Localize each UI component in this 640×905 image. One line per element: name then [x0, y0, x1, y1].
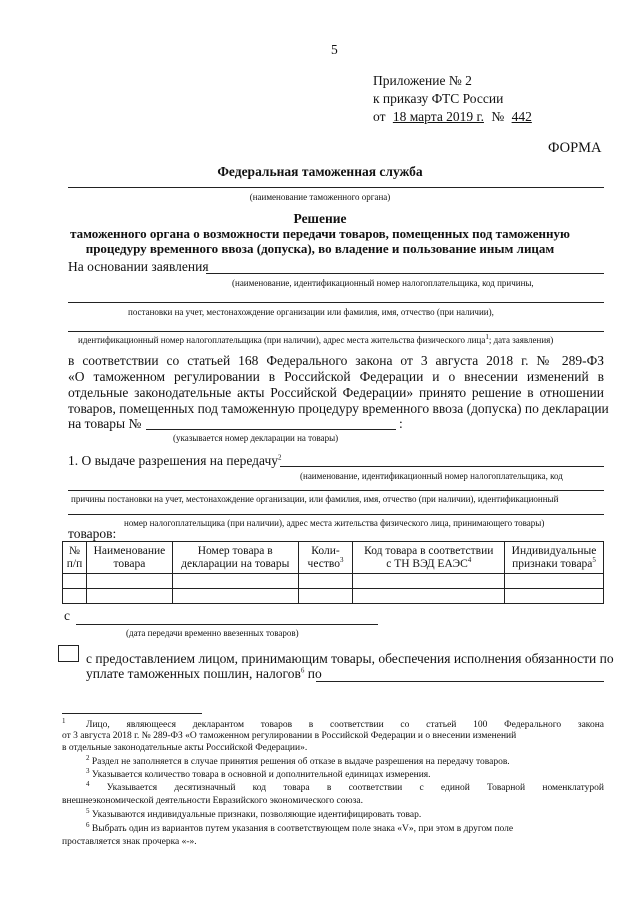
agency-name: Федеральная таможенная служба [217, 164, 423, 179]
appendix-number-label: № [491, 109, 505, 124]
option-line-1: с предоставлением лицом, принимающим товары, обеспечения исполнения обязанности по [86, 651, 614, 666]
footnote-6-line-1 [86, 820, 514, 834]
goods-label: товаров: [68, 526, 117, 541]
header-cell-name: Наименование товара [86, 542, 172, 574]
item1-caption-3: номер налогоплательщика (при наличии), адрес места жительства физического лица, принимающего товары) [124, 518, 545, 528]
appendix-line2: к приказу ФТС России [373, 91, 504, 106]
declaration-caption: (указывается номер декларации на товары) [173, 433, 339, 443]
footnote-4-line-2: внешнеэкономической деятельности Евразийского экономического союза. [62, 796, 363, 806]
footnote-4-line-1 [86, 779, 605, 793]
agency-line [68, 187, 604, 188]
basis-line-3 [68, 331, 604, 332]
table-cell[interactable] [353, 589, 505, 604]
footnote-2 [86, 753, 510, 767]
table-cell[interactable] [63, 574, 87, 589]
goods-table-header [63, 542, 604, 574]
appendix-number: 442 [511, 109, 532, 124]
footnote-1-number: 1 [62, 716, 66, 725]
footnote-3-number: 3 [86, 766, 90, 775]
from-label: с [64, 608, 70, 623]
footnote-1-line-1 [62, 716, 604, 730]
table-row [63, 574, 604, 589]
footnote-2-text: Раздел не заполняется в случае принятия решения об отказе в выдаче разрешения на передачу товаров. [91, 757, 510, 767]
table-cell[interactable] [86, 589, 172, 604]
table-cell[interactable] [172, 574, 298, 589]
appendix-date: 18 марта 2019 г. [392, 109, 484, 124]
form-label: ФОРМА [548, 140, 602, 156]
appendix-line3 [373, 109, 548, 125]
document-subtitle-1: таможенного органа о возможности передачи товаров, помещенных под таможенную [70, 226, 570, 241]
header-cell-code: Код товара в соответствии с ТН ВЭД ЕАЭС$^4$ [353, 542, 505, 574]
declaration-label: на товары № [68, 416, 142, 431]
header-cell-features: Индивидуальные признаки товара$^5$ [505, 542, 604, 574]
footnote-1-line-3: в отдельные законодательные акты Российской Федерации». [62, 743, 308, 753]
option-line-2-tail: по [304, 666, 322, 681]
footnote-1-line-2: от 3 августа 2018 г. № 289-ФЗ «О таможенном регулировании в Российской Федерации и о внесении изменений [62, 731, 517, 741]
footnote-1-text-1: Лицо, являющееся декларантом товаров в соответствии со статьей 100 Федерального закона [86, 720, 604, 730]
option-line-2-text: уплате таможенных пошлин, налогов [86, 666, 301, 681]
body-line-3: отдельные законодательные акты Российской Федерации» принято решение в отношении [68, 385, 604, 400]
footnote-3-text: Указывается количество товара в основной и дополнительной единицах измерения. [91, 770, 431, 780]
table-cell[interactable] [298, 574, 353, 589]
footnote-4-number: 4 [86, 779, 90, 788]
item1-label-text: 1. О выдаче разрешения на передачу [68, 453, 279, 468]
body-line-2: «О таможенном регулировании в Российской Федерации и о внесении изменений в [68, 369, 604, 384]
basis-caption-3-text: идентификационный номер налогоплательщика (при наличии), адрес места жительства физического лица [78, 335, 486, 345]
footnote-ref-2: 2 [278, 453, 282, 462]
option-checkbox[interactable] [58, 645, 79, 662]
from-date-line[interactable] [76, 624, 378, 625]
basis-caption-3 [78, 335, 553, 345]
document-title: Решение [293, 211, 347, 226]
footnote-4-text-1: Указывается десятизначный код товара в соответствии с единой Товарной номенклатурой [106, 783, 605, 793]
option-line-field[interactable] [316, 681, 604, 682]
footnote-5-number: 5 [86, 806, 90, 815]
agency-caption: (наименование таможенного органа) [249, 192, 391, 202]
footnote-ref-6: 6 [300, 666, 305, 675]
declaration-colon: : [399, 416, 403, 431]
table-cell[interactable] [172, 589, 298, 604]
table-cell[interactable] [505, 589, 604, 604]
from-caption: (дата передачи временно ввезенных товаров) [126, 628, 299, 638]
table-cell[interactable] [505, 574, 604, 589]
table-row [63, 589, 604, 604]
basis-line-1 [206, 273, 604, 274]
footnote-2-number: 2 [86, 753, 90, 762]
document-subtitle-2: процедуру временного ввоза (допуска), во владение и пользование иным лицам [85, 241, 555, 256]
goods-table [62, 541, 604, 604]
item1-line-3 [68, 514, 604, 515]
footnote-6-number: 6 [86, 820, 90, 829]
appendix-from: от [373, 109, 386, 124]
table-cell[interactable] [86, 574, 172, 589]
declaration-line [146, 429, 396, 430]
header-cell-quantity: Коли- чество$^3$ [298, 542, 353, 574]
footnote-6-line-2: проставляется знак прочерка «-». [62, 837, 197, 847]
basis-label: На основании заявления [68, 259, 209, 274]
page-number: 5 [331, 42, 338, 57]
footnote-ref-3: 3 [339, 555, 344, 564]
basis-caption-3-tail: ; дата заявления) [488, 335, 554, 345]
item1-caption-2: причины постановки на учет, местонахождение организации, или фамилия, имя, отчество (при наличии), идентификационный [71, 494, 559, 504]
body-line-1: в соответствии со статьей 168 Федерального закона от 3 августа 2018 г. № 289-ФЗ [68, 353, 604, 368]
footnote-5-text: Указываются индивидуальные признаки, позволяющие идентифицировать товар. [91, 810, 422, 820]
item1-label [68, 453, 282, 469]
body-line-4: товаров, помещенных под таможенную процедуру временного ввоза (допуска) по декларации [68, 401, 609, 416]
footnote-ref-5: 5 [592, 555, 596, 564]
option-line-2 [86, 666, 322, 682]
item1-line-1 [280, 466, 604, 467]
header-cell-item-number: Номер товара в декларации на товары [172, 542, 298, 574]
basis-caption-2: постановки на учет, местонахождение организации или фамилия, имя, отчество (при наличии), [128, 307, 494, 317]
footnote-ref-4: 4 [467, 555, 472, 564]
table-cell[interactable] [298, 589, 353, 604]
item1-caption-1: (наименование, идентификационный номер налогоплательщика, код [300, 471, 563, 481]
footnote-5 [86, 806, 422, 820]
header-cell-number: № п/п [63, 542, 87, 574]
footnote-separator [62, 713, 202, 714]
item1-line-2 [68, 490, 604, 491]
table-cell[interactable] [63, 589, 87, 604]
basis-caption-1: (наименование, идентификационный номер налогоплательщика, код причины, [232, 278, 534, 288]
appendix-line1: Приложение № 2 [373, 73, 472, 88]
table-cell[interactable] [353, 574, 505, 589]
basis-line-2 [68, 302, 604, 303]
footnote-6-text-1: Выбрать один из вариантов путем указания в соответствующем поле знака «V», при этом в другом поле [91, 824, 514, 834]
footnote-ref-1: 1 [485, 333, 489, 341]
footnote-3 [86, 766, 431, 780]
